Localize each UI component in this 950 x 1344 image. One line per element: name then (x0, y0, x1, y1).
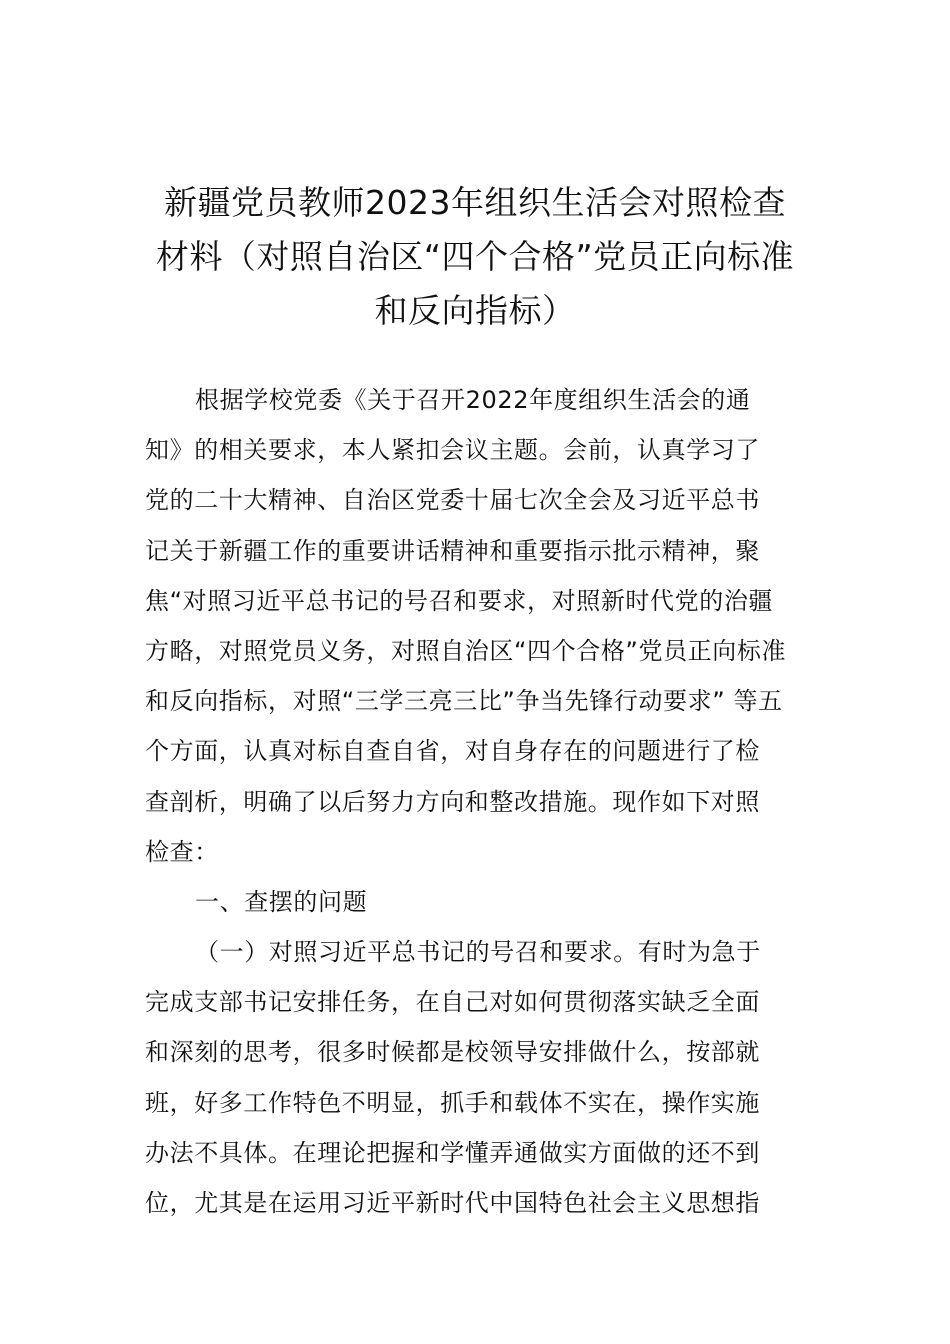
title-line-3: 和反向指标） (374, 291, 576, 330)
paragraph-2-line-1: （一）对照习近平总书记的号召和要求。有时为急于 (195, 938, 761, 967)
paragraph-1-line-4: 记关于新疆工作的重要讲话精神和重要指示批示精神，聚 (145, 536, 760, 565)
paragraph-1-line-9: 查剖析，明确了以后努力方向和整改措施。现作如下对照 (145, 787, 760, 816)
paragraph-1-line-2: 知》的相关要求，本人紧扣会议主题。会前，认真学习了 (145, 436, 760, 465)
paragraph-1-line-7: 和反向指标，对照“三学三亮三比”争当先锋行动要求” 等五 (145, 687, 783, 716)
paragraph-2-line-4: 班，好多工作特色不明显，抓手和载体不实在，操作实施 (145, 1088, 760, 1117)
paragraph-2-line-2: 完成支部书记安排任务，在自己对如何贯彻落实缺乏全面 (145, 988, 760, 1017)
paragraph-2-line-6: 位，尤其是在运用习近平新时代中国特色社会主义思想指 (145, 1189, 760, 1217)
paragraph-1-line-1: 根据学校党委《关于召开2022年度组织生活会的通 (195, 386, 751, 414)
section-heading-1: 一、查摆的问题 (195, 887, 368, 916)
paragraph-1-line-8: 个方面，认真对标自查自省，对自身存在的问题进行了检 (145, 737, 760, 766)
paragraph-2-line-3: 和深刻的思考，很多时候都是校领导安排做什么，按部就 (145, 1038, 760, 1067)
paragraph-2-line-5: 办法不具体。在理论把握和学懂弄通做实方面做的还不到 (145, 1138, 760, 1167)
document-title (140, 176, 810, 338)
document-body (145, 375, 807, 1228)
title-line-2: 材料（对照自治区“四个合格”党员正向标准 (155, 237, 795, 276)
paragraph-1-line-6: 方略，对照党员义务，对照自治区“四个合格”党员正向标准 (145, 636, 787, 665)
paragraph-1-line-5: 焦“对照习近平总书记的号召和要求，对照新时代党的治疆 (145, 586, 774, 615)
paragraph-1-line-3: 党的二十大精神、自治区党委十届七次全会及习近平总书 (145, 486, 760, 515)
title-line-1: 新疆党员教师2023年组织生活会对照检查 (164, 183, 786, 222)
paragraph-1-line-10: 检查： (145, 837, 219, 866)
